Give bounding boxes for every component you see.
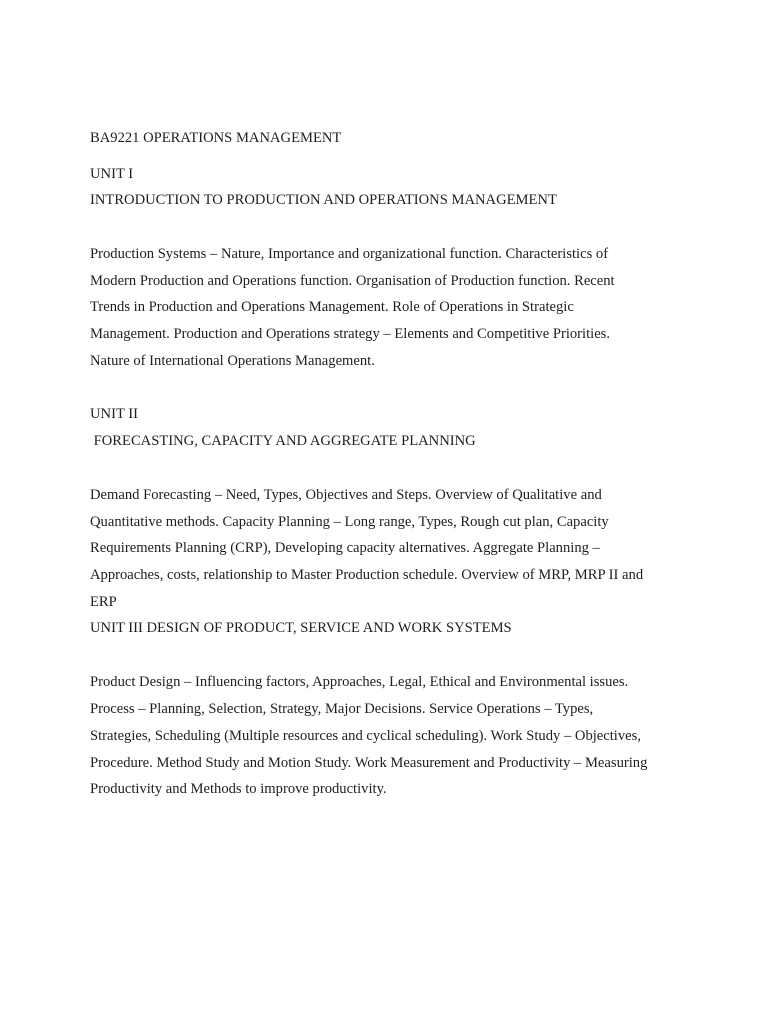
unit-1-body-line: Modern Production and Operations function. Organisation of Production function. Recent (90, 273, 615, 289)
unit-1-title: INTRODUCTION TO PRODUCTION AND OPERATIONS MANAGEMENT (90, 192, 557, 208)
unit-3-heading: UNIT III DESIGN OF PRODUCT, SERVICE AND WORK SYSTEMS (90, 620, 512, 636)
unit-3-body-line: Procedure. Method Study and Motion Study. Work Measurement and Productivity – Measuring (90, 755, 648, 771)
unit-2-body-line: Approaches, costs, relationship to Master Production schedule. Overview of MRP, MRP II and (90, 567, 644, 583)
unit-2-body-line: Demand Forecasting – Need, Types, Objectives and Steps. Overview of Qualitative and (90, 487, 602, 503)
unit-3-body-line: Productivity and Methods to improve productivity. (90, 781, 387, 797)
unit-2-title: FORECASTING, CAPACITY AND AGGREGATE PLANNING (90, 433, 476, 449)
unit-3-body-line: Process – Planning, Selection, Strategy, Major Decisions. Service Operations – Types, (90, 701, 594, 717)
unit-1-label: UNIT I (90, 166, 134, 182)
unit-2-body-line: Quantitative methods. Capacity Planning – Long range, Types, Rough cut plan, Capacity (90, 514, 609, 530)
course-title: BA9221 OPERATIONS MANAGEMENT (90, 130, 342, 146)
unit-1-body-line: Trends in Production and Operations Management. Role of Operations in Strategic (90, 299, 574, 315)
unit-1-body-line: Management. Production and Operations strategy – Elements and Competitive Priorities. (90, 326, 610, 342)
unit-3-body-line: Strategies, Scheduling (Multiple resources and cyclical scheduling). Work Study – Objectives, (90, 728, 641, 744)
unit-3-body-line: Product Design – Influencing factors, Approaches, Legal, Ethical and Environmental issues. (90, 674, 629, 690)
unit-2-label: UNIT II (90, 406, 138, 422)
unit-1-body-line: Nature of International Operations Management. (90, 353, 375, 369)
unit-2-body-line: Requirements Planning (CRP), Developing capacity alternatives. Aggregate Planning – (90, 540, 600, 556)
unit-2-body-line: ERP (90, 594, 117, 610)
unit-1-body-line: Production Systems – Nature, Importance and organizational function. Characteristics of (90, 246, 609, 262)
